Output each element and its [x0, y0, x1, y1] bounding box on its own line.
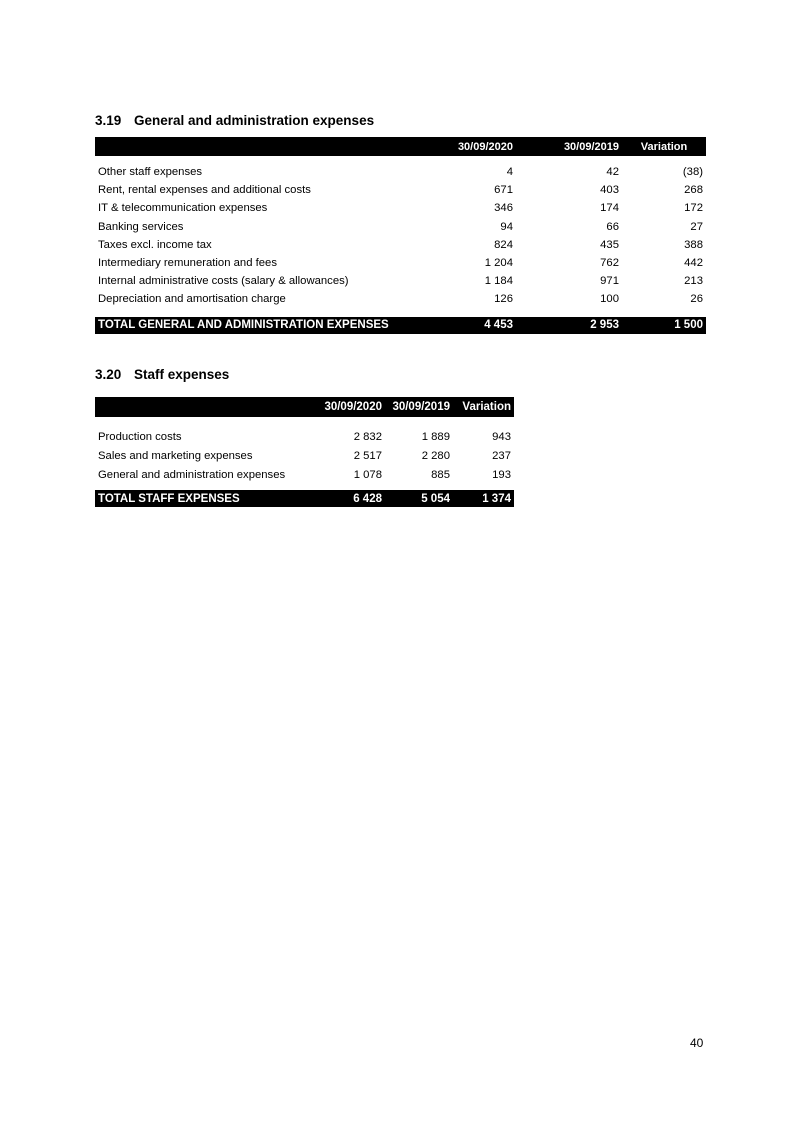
row-value-variation: 237 — [492, 449, 511, 462]
row-value-2019: 100 — [600, 293, 619, 306]
row-value-2020: 824 — [494, 238, 513, 251]
row-value-2019: 2 280 — [421, 449, 450, 462]
row-label: Production costs — [98, 430, 182, 443]
row-label: General and administration expenses — [98, 468, 286, 481]
row-value-2019: 403 — [600, 184, 619, 197]
row-value-2019: 971 — [600, 275, 619, 288]
total-value-2019: 2 953 — [516, 317, 622, 334]
row-value-2019: 1 889 — [421, 430, 450, 443]
header-label-cell — [95, 137, 425, 156]
row-label: Depreciation and amortisation charge — [98, 293, 286, 306]
row-value-variation: 943 — [492, 430, 511, 443]
row-value-variation: 27 — [690, 220, 703, 233]
section-number: 3.20 — [95, 367, 122, 382]
row-value-variation: 193 — [492, 468, 511, 481]
table-row — [95, 181, 706, 199]
header-col-2019: 30/09/2019 — [516, 137, 622, 156]
row-value-variation: 388 — [684, 238, 703, 251]
row-value-variation: 172 — [684, 202, 703, 215]
section-3-19-heading — [95, 113, 374, 128]
row-label: Banking services — [98, 220, 184, 233]
total-value-2020: 6 428 — [320, 490, 385, 507]
row-value-2020: 1 078 — [353, 468, 382, 481]
row-value-2020: 346 — [494, 202, 513, 215]
row-label: Internal administrative costs (salary & allowances) — [98, 275, 349, 288]
section-3-20-heading — [95, 367, 229, 382]
row-value-2020: 1 184 — [484, 275, 513, 288]
row-value-variation: 442 — [684, 257, 703, 270]
total-row — [95, 317, 706, 334]
header-col-variation: Variation — [453, 397, 514, 417]
section-title: General and administration expenses — [134, 113, 375, 128]
table-row — [95, 163, 706, 181]
table-row — [95, 218, 706, 236]
total-row — [95, 490, 514, 507]
row-value-2020: 126 — [494, 293, 513, 306]
total-label: TOTAL GENERAL AND ADMINISTRATION EXPENSES — [95, 317, 425, 334]
general-admin-expenses-table — [95, 137, 706, 334]
header-col-2020: 30/09/2020 — [320, 397, 385, 417]
header-col-variation: Variation — [622, 137, 706, 156]
total-value-2020: 4 453 — [425, 317, 516, 334]
table-row — [95, 236, 706, 254]
row-value-2020: 4 — [506, 166, 513, 179]
page-number: 40 — [690, 1036, 704, 1050]
table-row — [95, 290, 706, 308]
total-label: TOTAL STAFF EXPENSES — [95, 490, 320, 507]
row-value-2020: 671 — [494, 184, 513, 197]
header-label-cell — [95, 397, 320, 417]
header-col-2020: 30/09/2020 — [425, 137, 516, 156]
row-value-2020: 2 517 — [353, 449, 382, 462]
row-label: Sales and marketing expenses — [98, 449, 253, 462]
header-col-2019: 30/09/2019 — [385, 397, 453, 417]
row-value-variation: 26 — [690, 293, 703, 306]
table-row — [95, 465, 514, 484]
table-header-row — [95, 397, 514, 417]
total-value-variation: 1 500 — [622, 317, 706, 334]
table-row — [95, 254, 706, 272]
row-value-2020: 1 204 — [484, 257, 513, 270]
row-value-variation: 268 — [684, 184, 703, 197]
table-row — [95, 199, 706, 217]
row-label: Taxes excl. income tax — [98, 238, 212, 251]
section-title: Staff expenses — [134, 367, 230, 382]
row-value-2019: 42 — [606, 166, 619, 179]
staff-expenses-table — [95, 397, 514, 507]
row-value-2019: 66 — [606, 220, 619, 233]
table-row — [95, 446, 514, 465]
row-label: Rent, rental expenses and additional costs — [98, 184, 311, 197]
row-value-variation: (38) — [682, 166, 703, 179]
row-value-2019: 174 — [600, 202, 619, 215]
row-value-2019: 435 — [600, 238, 619, 251]
row-value-2019: 762 — [600, 257, 619, 270]
row-value-2019: 885 — [431, 468, 450, 481]
row-value-variation: 213 — [684, 275, 703, 288]
table-row — [95, 272, 706, 290]
row-value-2020: 2 832 — [353, 430, 382, 443]
table-row — [95, 427, 514, 446]
row-label: IT & telecommunication expenses — [98, 202, 268, 215]
row-label: Intermediary remuneration and fees — [98, 257, 277, 270]
row-label: Other staff expenses — [98, 166, 203, 179]
section-number: 3.19 — [95, 113, 122, 128]
row-value-2020: 94 — [500, 220, 513, 233]
total-value-variation: 1 374 — [453, 490, 514, 507]
total-value-2019: 5 054 — [385, 490, 453, 507]
table-header-row — [95, 137, 706, 156]
